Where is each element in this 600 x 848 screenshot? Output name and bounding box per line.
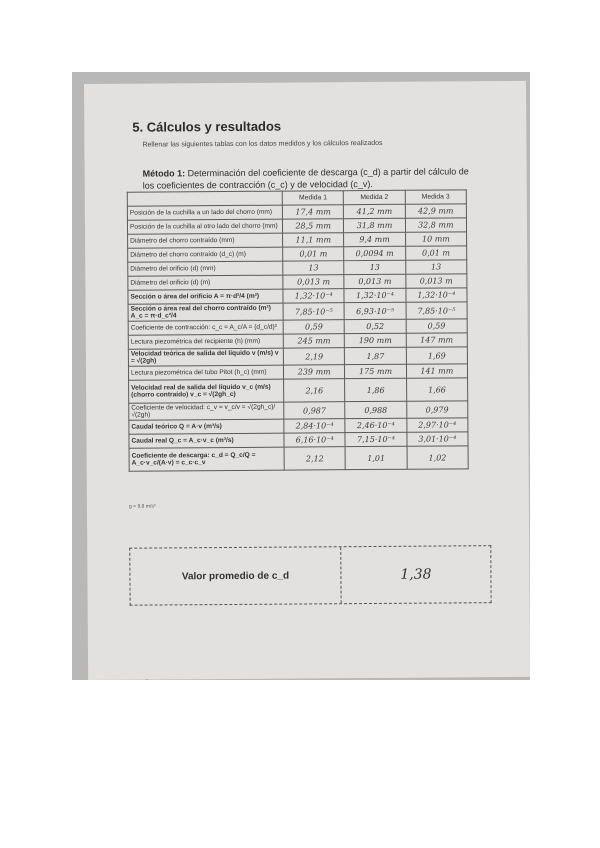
instruction-text: Rellenar las siguientes tablas con los datos medidos y los cálculos realizados (142, 139, 383, 149)
handwritten-value: 1,02 (407, 446, 469, 469)
results-table (127, 189, 469, 471)
row-label: Diámetro del chorro contraído (d_c) (m) (128, 247, 283, 262)
handwritten-value: 13 (283, 261, 344, 275)
handwritten-value: 1,87 (345, 347, 406, 364)
handwritten-value: 0,01 m (283, 247, 344, 261)
row-label: Diámetro del chorro contraído (mm) (128, 233, 283, 248)
handwritten-value: 0,59 (283, 320, 344, 334)
average-value: 1,38 (400, 566, 432, 583)
handwritten-value: 6,16·10⁻⁴ (284, 433, 345, 447)
handwritten-value: 2,19 (283, 348, 344, 365)
handwritten-value: 17,4 mm (282, 205, 343, 219)
handwritten-value: 190 mm (345, 333, 406, 347)
column-header: Medida 3 (405, 190, 466, 204)
handwritten-value: 2,84·10⁻⁴ (284, 419, 345, 433)
handwritten-value: 32,8 mm (405, 218, 466, 232)
handwritten-value: 13 (405, 260, 466, 274)
row-label: Caudal real Q_c = A_c·v_c (m³/s) (129, 433, 284, 448)
handwritten-value: 147 mm (406, 333, 467, 347)
row-label: Diámetro del orificio (d) (mm) (128, 261, 283, 276)
row-label: Caudal teórico Q = A·v (m³/s) (129, 419, 284, 434)
row-label: Lectura piezométrica del recipiente (h) (mm) (128, 334, 283, 349)
handwritten-value: 2,12 (284, 447, 345, 470)
section-title: 5. Cálculos y resultados (132, 118, 282, 135)
average-label: Valor promedio de c_d (130, 547, 341, 604)
average-box (129, 545, 491, 606)
header-blank (127, 191, 282, 206)
column-header: Medida 1 (282, 191, 343, 205)
gravity-footnote: g = 9,8 m/s² (128, 503, 156, 510)
handwritten-value: 0,01 m (405, 246, 466, 260)
column-header: Medida 2 (344, 190, 405, 204)
row-label: Coeficiente de descarga: c_d = Q_c/Q = A_c·v_c/(A·v) = c_c·c_v (129, 447, 284, 471)
handwritten-value: 7,15·10⁻⁴ (345, 432, 406, 446)
handwritten-value: 1,32·10⁻⁴ (406, 288, 467, 302)
handwritten-value: 7,85·10⁻⁵ (283, 303, 344, 320)
handwritten-value: 0,979 (406, 401, 467, 418)
table-row (129, 378, 468, 403)
handwritten-value: 2,46·10⁻⁴ (345, 418, 406, 432)
handwritten-value: 3,01·10⁻⁴ (407, 432, 468, 446)
method-heading (143, 165, 473, 191)
row-label: Coeficiente de velocidad: c_v = v_c/v = √(2gh_c)/√(2gh) (129, 402, 284, 420)
row-label: Coeficiente de contracción: c_c = A_c/A = (d_c/d)² (128, 320, 283, 335)
handwritten-value: 239 mm (284, 365, 345, 379)
handwritten-value: 13 (344, 260, 405, 274)
handwritten-value: 0,0094 m (344, 246, 405, 260)
row-label: Diámetro del orificio (d) (m) (128, 275, 283, 290)
row-label: Velocidad teórica de salida del líquido v (m/s) v = √(2gh) (128, 348, 283, 366)
handwritten-value: 9,4 mm (344, 232, 405, 246)
handwritten-value: 1,69 (406, 347, 467, 364)
handwritten-value: 6,93·10⁻⁵ (344, 302, 405, 319)
handwritten-value: 7,85·10⁻⁵ (406, 302, 467, 319)
handwritten-value: 0,013 m (344, 274, 405, 288)
handwritten-value: 11,1 mm (283, 233, 344, 247)
handwritten-value: 31,8 mm (344, 218, 405, 232)
row-label: Posición de la cuchilla al otro lado del chorro (mm) (127, 219, 282, 234)
row-label: Sección o área del orificio A = π·d²/4 (m²) (128, 289, 283, 304)
row-label: Sección o área real del chorro contraído (m²) A_c = π·d_c²/4 (128, 303, 283, 321)
handwritten-value: 2,16 (284, 379, 345, 402)
handwritten-value: 10 mm (405, 232, 466, 246)
handwritten-value: 175 mm (345, 364, 406, 378)
handwritten-value: 1,01 (345, 446, 406, 469)
handwritten-value: 1,66 (406, 378, 468, 401)
handwritten-value: 141 mm (406, 364, 467, 378)
handwritten-value: 42,9 mm (405, 204, 466, 218)
worksheet-page (84, 81, 530, 680)
row-label: Lectura piezométrica del tubo Pitot (h_c) (mm) (128, 365, 283, 380)
handwritten-value: 28,5 mm (283, 219, 344, 233)
handwritten-value: 1,32·10⁻⁴ (283, 289, 344, 303)
handwritten-value: 41,2 mm (344, 204, 405, 218)
handwritten-value: 1,86 (345, 378, 406, 401)
handwritten-value: 0,52 (345, 319, 406, 333)
handwritten-value: 0,988 (345, 401, 406, 418)
handwritten-value: 2,97·10⁻⁴ (406, 418, 467, 432)
handwritten-value: 0,59 (406, 319, 467, 333)
method-label: Método 1: (142, 168, 186, 179)
row-label: Posición de la cuchilla a un lado del chorro (mm) (127, 205, 282, 220)
method-text: Determinación del coeficiente de descarga (c_d) a partir del cálculo de los coeficientes de contracción (c_c) y de velocidad (c_v). (142, 166, 469, 191)
handwritten-value: 0,987 (284, 402, 345, 419)
handwritten-value: 0,013 m (283, 275, 344, 289)
row-label: Velocidad real de salida del líquido v_c (m/s) (chorro contraído) v_c = √(2gh_c) (129, 379, 284, 403)
table-row (129, 446, 468, 471)
handwritten-value: 1,32·10⁻⁴ (344, 288, 405, 302)
handwritten-value: 0,013 m (405, 274, 466, 288)
handwritten-value: 245 mm (283, 334, 344, 348)
